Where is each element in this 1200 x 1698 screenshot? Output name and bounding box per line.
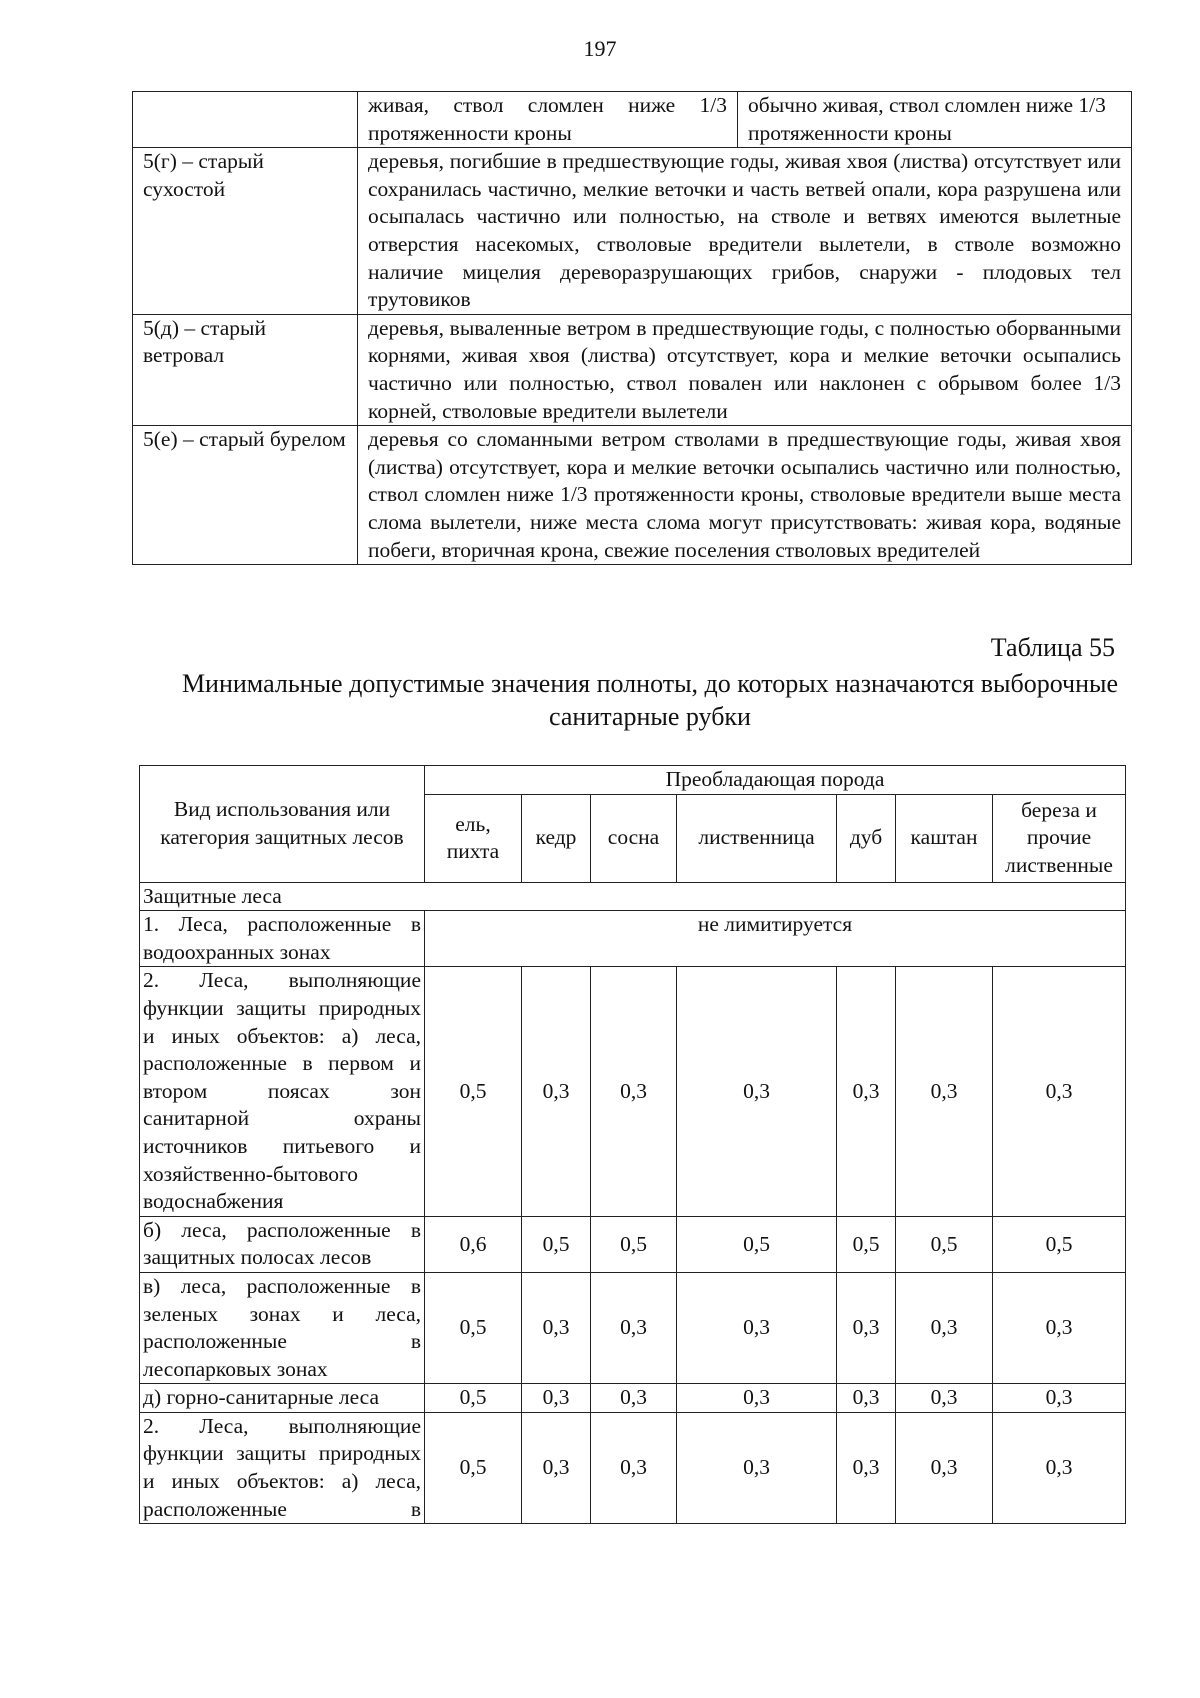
- category-cell: 5(е) – старый бурелом: [133, 426, 358, 565]
- description-cell: деревья, вываленные ветром в предшествующие годы, с полностью оборванными корнями, живая хвоя (листва) отсутствует, кора и мелкие веточки осыпались частично или полностью, ствол повален или наклонен с обрывом более 1/3 корней, стволовые вредители вылетели: [358, 314, 1132, 425]
- column-header-species: ель, пихта: [425, 794, 522, 882]
- column-header-species: сосна: [591, 794, 677, 882]
- column-header-species: лиственница: [677, 794, 837, 882]
- row-label: д) горно-санитарные леса: [140, 1384, 425, 1413]
- row-label: б) леса, расположенные в защитных полосах лесов: [140, 1216, 425, 1272]
- value-cell: 0,3: [677, 1384, 837, 1413]
- value-cell: 0,3: [591, 1412, 677, 1523]
- row-note: не лимитируется: [425, 911, 1126, 967]
- description-cell: обычно живая, ствол сломлен ниже 1/3 протяженности кроны: [738, 92, 1132, 148]
- table-row: [140, 1384, 1126, 1413]
- value-cell: 0,3: [993, 1272, 1126, 1383]
- table-55: [139, 765, 1126, 1524]
- continuation-table: [132, 91, 1132, 565]
- value-cell: 0,3: [896, 1272, 993, 1383]
- category-cell: 5(д) – старый ветровал: [133, 314, 358, 425]
- value-cell: 0,3: [837, 1272, 896, 1383]
- value-cell: 0,3: [591, 1272, 677, 1383]
- table-row: [133, 426, 1132, 565]
- value-cell: 0,3: [993, 1384, 1126, 1413]
- table-row: [140, 1272, 1126, 1383]
- page-number: 197: [583, 36, 617, 61]
- value-cell: 0,5: [591, 1216, 677, 1272]
- value-cell: 0,5: [425, 1384, 522, 1413]
- value-cell: 0,5: [522, 1216, 591, 1272]
- value-cell: 0,3: [896, 967, 993, 1216]
- column-header-species: береза и прочие лиственные: [993, 794, 1126, 882]
- table-row: [133, 148, 1132, 315]
- value-cell: 0,3: [896, 1384, 993, 1413]
- value-cell: 0,3: [677, 1412, 837, 1523]
- value-cell: 0,3: [522, 967, 591, 1216]
- value-cell: 0,3: [837, 1384, 896, 1413]
- value-cell: 0,3: [591, 1384, 677, 1413]
- row-label: 1. Леса, расположенные в водоохранных зонах: [140, 911, 425, 967]
- table-row: [140, 1216, 1126, 1272]
- table-row: [140, 967, 1126, 1216]
- value-cell: 0,6: [425, 1216, 522, 1272]
- row-label: в) леса, расположенные в зеленых зонах и леса, расположенные в лесопарковых зонах: [140, 1272, 425, 1383]
- category-cell: 5(г) – старый сухостой: [133, 148, 358, 315]
- table-row: [140, 911, 1126, 967]
- column-header-species: кедр: [522, 794, 591, 882]
- description-cell: деревья, погибшие в предшествующие годы, живая хвоя (листва) отсутствует или сохранилась частично, мелкие веточки и часть ветвей опали, кора разрушена или осыпалась частично или полностью, на стволе и ветвях имеются вылетные отверстия насекомых, стволовые вредители вылетели, в стволе возможно наличие мицелия дереворазрушающих грибов, снаружи - плодовых тел трутовиков: [358, 148, 1132, 315]
- value-cell: 0,5: [425, 1412, 522, 1523]
- section-label: Защитные леса: [140, 882, 1126, 911]
- value-cell: 0,3: [522, 1384, 591, 1413]
- column-group-header: Преобладающая порода: [425, 766, 1126, 795]
- description-cell: живая, ствол сломлен ниже 1/3 протяженности кроны: [358, 92, 738, 148]
- column-header-species: каштан: [896, 794, 993, 882]
- value-cell: 0,5: [837, 1216, 896, 1272]
- value-cell: 0,3: [993, 967, 1126, 1216]
- table-row: [133, 92, 1132, 148]
- value-cell: 0,3: [522, 1272, 591, 1383]
- value-cell: 0,3: [677, 967, 837, 1216]
- section-row: [140, 882, 1126, 911]
- row-label: 2. Леса, выполняющие функции защиты природных и иных объектов: а) леса, расположенные в: [140, 1412, 425, 1523]
- table-number: Таблица 55: [990, 633, 1115, 662]
- value-cell: 0,5: [677, 1216, 837, 1272]
- value-cell: 0,3: [896, 1412, 993, 1523]
- value-cell: 0,3: [837, 967, 896, 1216]
- category-cell: [133, 92, 358, 148]
- value-cell: 0,3: [522, 1412, 591, 1523]
- value-cell: 0,3: [837, 1412, 896, 1523]
- column-header-species: дуб: [837, 794, 896, 882]
- column-header-category: Вид использования или категория защитных лесов: [140, 766, 425, 883]
- table-row: [133, 314, 1132, 425]
- value-cell: 0,3: [677, 1272, 837, 1383]
- value-cell: 0,5: [425, 967, 522, 1216]
- value-cell: 0,5: [425, 1272, 522, 1383]
- row-label: 2. Леса, выполняющие функции защиты природных и иных объектов: а) леса, расположенные в первом и втором поясах зон санитарной охраны источников питьевого и хозяйственно-бытового водоснабжения: [140, 967, 425, 1216]
- value-cell: 0,5: [896, 1216, 993, 1272]
- value-cell: 0,3: [993, 1412, 1126, 1523]
- description-cell: деревья со сломанными ветром стволами в предшествующие годы, живая хвоя (листва) отсутствует, кора и мелкие веточки осыпались частично или полностью, ствол сломлен ниже 1/3 протяженности кроны, стволовые вредители выше места слома вылетели, ниже места слома могут присутствовать: живая кора, водяные побеги, вторичная крона, свежие поселения стволовых вредителей: [358, 426, 1132, 565]
- value-cell: 0,5: [993, 1216, 1126, 1272]
- value-cell: 0,3: [591, 967, 677, 1216]
- table-title: Минимальные допустимые значения полноты, до которых назначаются выборочные санитарные рубки: [181, 669, 1119, 731]
- header-row: [140, 766, 1126, 795]
- table-row: [140, 1412, 1126, 1523]
